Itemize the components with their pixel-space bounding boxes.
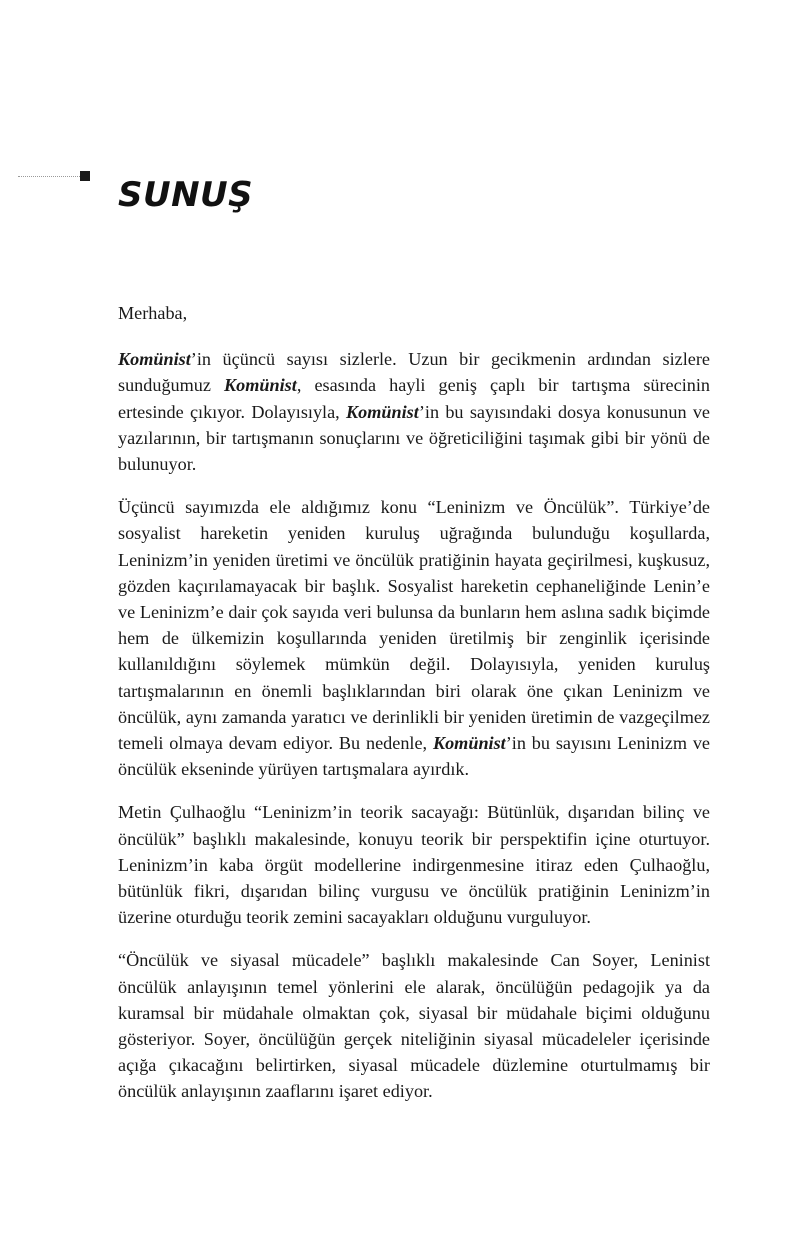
- dotted-rule-decoration: [18, 176, 80, 177]
- work-title-emphasis: Komünist: [224, 375, 297, 396]
- work-title-emphasis: Komünist: [118, 349, 191, 370]
- body-text-column: [118, 300, 710, 1105]
- page-title: SUNUŞ: [118, 174, 254, 215]
- paragraph-salutation: Merhaba,: [118, 303, 188, 323]
- paragraph-culhaoglu: Metin Çulhaoğlu “Leninizm’in teorik sacayağı: Bütünlük, dışarıdan bilinç ve öncülük” başlıklı makalesinde, konuyu teorik bir perspektifin içine oturtuyor. Leninizm’in kaba örgüt modellerine indirgenmesine itiraz eden Çulhaoğlu, bütünlük fikri, dışarıdan bilinç vurgusu ve öncülük pratiğinin Leninizm’in üzerine oturduğu teorik zemini sacayakları olduğunu vurguluyor.: [118, 802, 710, 928]
- square-bullet-icon: [80, 171, 90, 181]
- work-title-emphasis: Komünist: [346, 401, 419, 422]
- work-title-emphasis: Komünist: [432, 733, 506, 754]
- paragraph-soyer: “Öncülük ve siyasal mücadele” başlıklı makalesinde Can Soyer, Leninist öncülük anlayışının temel yönlerini ele alarak, öncülüğün pedagojik ya da kuramsal bir müdahale olmaktan çok, siyasal bir müdahale biçimi olduğunu gösteriyor. Soyer, öncülüğün gerçek niteliğinin siyasal mücadeleler içerisinde açığa çıkacağını belirtirken, siyasal mücadele düzlemine oturtulmamış bir öncülük anlayışının zaaflarını işaret ediyor.: [118, 950, 710, 1102]
- paragraph-theme: Üçüncü sayımızda ele aldığımız konu “Leninizm ve Öncülük”. Türkiye’de sosyalist hareketin yeniden kuruluş uğrağında bulunduğu koşullarda, Leninizm’in yeniden üretimi ve öncülük pratiğinin hayata geçirilmesi, kuşkusuz, gözden kaçırılamayacak bir başlık. Sosyalist hareketin cephaneliğinde Lenin’e ve Leninizm’e dair çok sayıda veri bulunsa da bunların hem aslına sadık biçimde hem de ülkemizin koşullarında yeniden üretilmiş bir zenginlik içerisinde kullanıldığını söylemek mümkün değil. Dolayısıyla, yeniden kuruluş tartışmalarının en önemli başlıklarından biri olarak öne çıkan Leninizm ve öncülük, aynı zamanda yaratıcı ve derinlikli bir yeniden üretimin de vazgeçilmez temeli olmaya devam ediyor. Bu nedenle, Komünist’in bu sayısını Leninizm ve öncülük ekseninde yürüyen tartışmalara ayırdık.: [118, 497, 711, 780]
- paragraph-intro: Komünist’in üçüncü sayısı sizlerle. Uzun bir gecikmenin ardından sizlere sunduğumuz Komünist, esasında hayli geniş çaplı bir tartışma sürecinin ertesinde çıkıyor. Dolayısıyla, Komünist’in bu sayısındaki dosya konusunun ve yazılarının, bir tartışmanın sonuçlarını ve öğreticiliğini taşımak gibi bir yönü de bulunuyor.: [118, 349, 711, 475]
- heading-row: [0, 152, 798, 215]
